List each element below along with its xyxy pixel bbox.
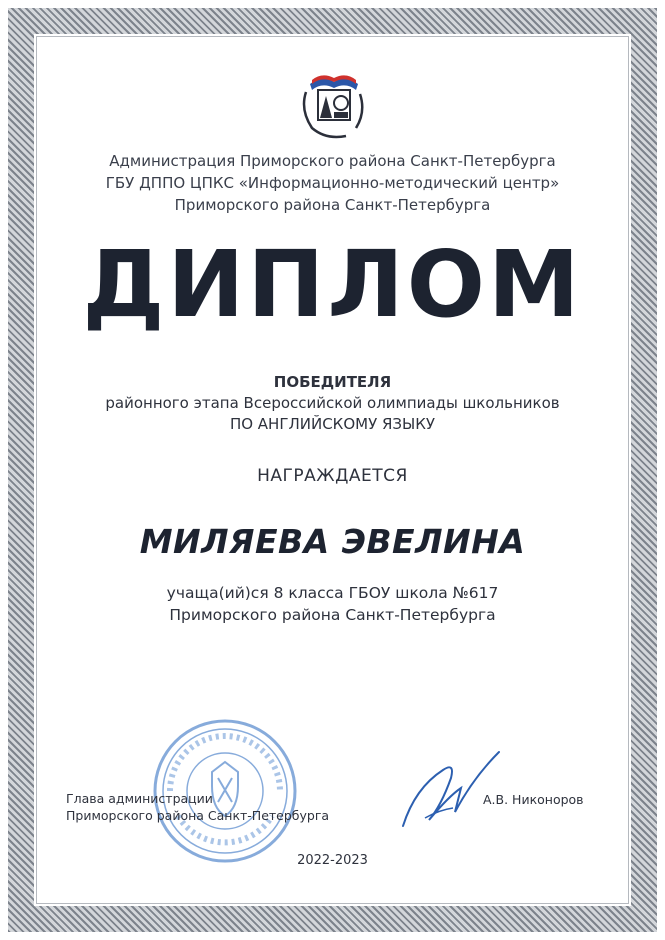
- diploma-title: ДИПЛОМ: [82, 231, 583, 338]
- winner-stage: районного этапа Всероссийской олимпиады школьников: [105, 394, 560, 412]
- organization-line-3: Приморского района Санкт-Петербурга: [174, 196, 491, 214]
- organization-block: [40, 150, 625, 216]
- student-class: учаща(ий)ся 8 класса ГБОУ школа №617: [166, 584, 499, 602]
- recipient-name: МИЛЯЕВА ЭВЕЛИНА: [139, 522, 526, 561]
- student-district: Приморского района Санкт-Петербурга: [169, 606, 496, 624]
- student-info: [40, 582, 625, 626]
- winner-subject: ПО АНГЛИЙСКОМУ ЯЗЫКУ: [229, 415, 436, 433]
- olympiad-emblem-icon: [296, 70, 372, 142]
- winner-block: [40, 372, 625, 435]
- organization-line-1: Администрация Приморского района Санкт-Петербурга: [109, 152, 556, 170]
- signatory-position-line-2: Приморского района Санкт-Петербурга: [66, 808, 330, 823]
- awarded-label: НАГРАЖДАЕТСЯ: [257, 466, 408, 486]
- organization-line-2: ГБУ ДППО ЦПКС «Информационно-методический центр»: [105, 174, 560, 192]
- signatory-name: А.В. Никоноров: [483, 792, 584, 807]
- signatory-position-line-1: Глава администрации: [66, 791, 213, 806]
- academic-year: 2022-2023: [297, 853, 368, 868]
- signatory-position: [66, 790, 329, 824]
- winner-heading: ПОБЕДИТЕЛЯ: [273, 373, 392, 391]
